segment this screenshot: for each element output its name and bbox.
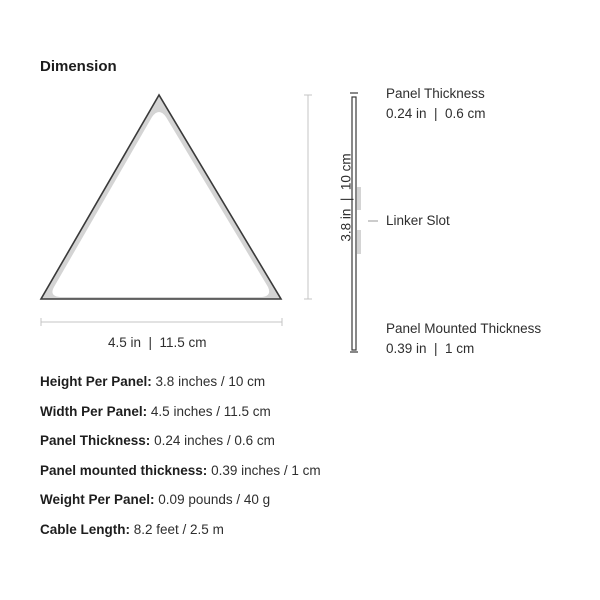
spec-key: Cable Length: [40, 521, 130, 537]
spec-value: 4.5 inches / 11.5 cm [150, 403, 271, 419]
section-title: Dimension [40, 58, 117, 75]
height-dimension-label-text: 3.8 in | 10 cm [338, 153, 354, 242]
spec-value: 3.8 inches / 10 cm [155, 374, 266, 389]
linker-slot-tab-top [357, 187, 361, 210]
spec-row-width [40, 401, 321, 431]
spec-key: Weight Per Panel: [40, 492, 155, 508]
panel-thickness-value: 0.24 in | 0.6 cm [386, 106, 486, 121]
spec-value: 0.09 pounds / 40 g [158, 492, 271, 508]
mounted-thickness-value: 0.39 in | 1 cm [386, 341, 475, 356]
spec-value: 8.2 feet / 2.5 m [133, 521, 224, 537]
spec-row-cable-length [40, 519, 321, 549]
triangle-panel-face [52, 112, 269, 297]
spec-value: 0.39 inches / 1 cm [211, 462, 321, 478]
spec-row-weight [40, 489, 321, 519]
spec-key: Panel Thickness: [40, 433, 151, 449]
spec-list [40, 371, 321, 549]
spec-row-height [40, 371, 321, 401]
spec-key: Height Per Panel: [40, 374, 152, 389]
spec-value: 0.24 inches / 0.6 cm [154, 433, 275, 449]
panel-thickness-title: Panel Thickness [386, 86, 485, 101]
spec-key: Panel mounted thickness: [40, 462, 208, 478]
linker-slot-label: Linker Slot [386, 213, 450, 228]
spec-row-mounted-thickness [40, 460, 321, 490]
spec-row-thickness [40, 430, 321, 460]
linker-slot-tab-bottom [357, 230, 361, 254]
spec-key: Width Per Panel: [40, 403, 148, 419]
mounted-thickness-title: Panel Mounted Thickness [386, 321, 542, 336]
width-dimension-label: 4.5 in | 11.5 cm [108, 335, 207, 350]
